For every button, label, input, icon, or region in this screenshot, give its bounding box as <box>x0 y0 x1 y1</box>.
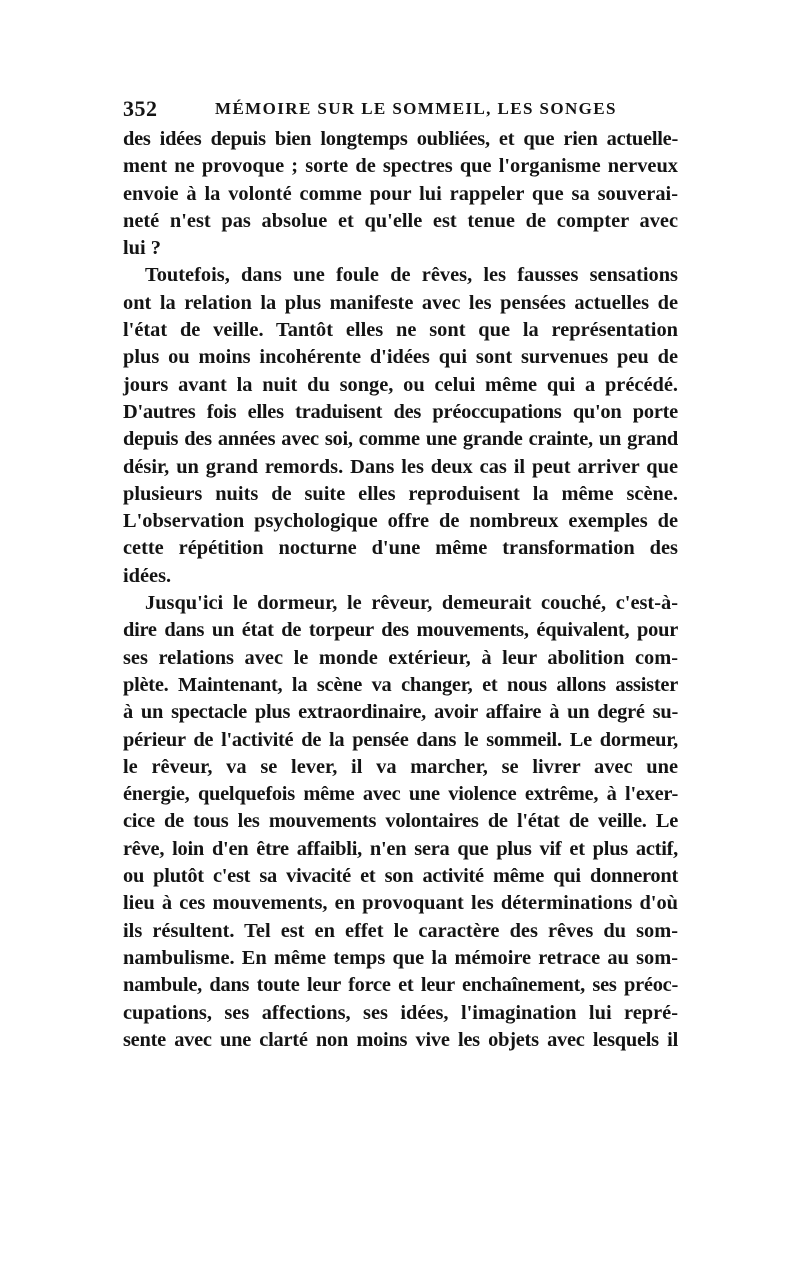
text-line: lieu à ces mouvements, en provoquant les déterminations d'où <box>123 892 678 915</box>
text-line: depuis des années avec soi, comme une grande crainte, un grand <box>123 428 678 451</box>
text-line: ont la relation la plus manifeste avec les pensées actuelles de <box>123 291 678 314</box>
body-text <box>123 126 678 1054</box>
text-line: plusieurs nuits de suite elles reproduisent la même scène. <box>123 482 678 505</box>
text-line: cette répétition nocturne d'une même transformation des <box>123 537 678 560</box>
text-line: périeur de l'activité de la pensée dans le sommeil. Le dormeur, <box>123 728 678 751</box>
text-line: nambule, dans toute leur force et leur enchaînement, ses préoc- <box>123 974 678 997</box>
text-line: ou plutôt c'est sa vivacité et son activité même qui donneront <box>123 865 678 888</box>
page-number: 352 <box>123 96 158 121</box>
text-line: envoie à la volonté comme pour lui rappeler que sa souverai- <box>123 182 678 205</box>
text-line: à un spectacle plus extraordinaire, avoir affaire à un degré su- <box>123 701 678 724</box>
text-line: des idées depuis bien longtemps oubliées, et que rien actuelle- <box>123 128 678 150</box>
text-line: le rêveur, va se lever, il va marcher, se livrer avec une <box>123 755 678 778</box>
running-title: MÉMOIRE SUR LE SOMMEIL, LES SONGES <box>215 99 617 118</box>
text-line: ils résultent. Tel est en effet le caractère des rêves du som- <box>123 919 678 942</box>
text-line: rêve, loin d'en être affaibli, n'en sera que plus vif et plus actif, <box>123 837 678 860</box>
running-head <box>123 96 678 122</box>
text-line: dire dans un état de torpeur des mouvements, équivalent, pour <box>123 619 678 642</box>
text-line: D'autres fois elles traduisent des préoccupations qu'on porte <box>123 400 678 423</box>
text-line: plus ou moins incohérente d'idées qui sont survenues peu de <box>123 346 678 369</box>
text-line: Jusqu'ici le dormeur, le rêveur, demeurait couché, c'est-à- <box>145 592 678 615</box>
text-line: lui ? <box>123 237 161 260</box>
text-line: plète. Maintenant, la scène va changer, et nous allons assister <box>123 673 678 696</box>
text-line: désir, un grand remords. Dans les deux cas il peut arriver que <box>123 455 678 478</box>
text-line: ment ne provoque ; sorte de spectres que l'organisme nerveux <box>123 155 678 178</box>
text-line: ses relations avec le monde extérieur, à leur abolition com- <box>123 646 678 669</box>
text-line: Toutefois, dans une foule de rêves, les fausses sensations <box>145 264 678 287</box>
text-line: jours avant la nuit du songe, ou celui même qui a précédé. <box>123 373 678 396</box>
text-line: idées. <box>123 564 172 587</box>
text-line: neté n'est pas absolue et qu'elle est tenue de compter avec <box>123 209 678 232</box>
text-line: cice de tous les mouvements volontaires de l'état de veille. Le <box>123 810 678 833</box>
text-line: sente avec une clarté non moins vive les objets avec lesquels il <box>123 1028 678 1051</box>
text-line: L'observation psychologique offre de nombreux exemples de <box>123 510 678 533</box>
text-line: énergie, quelquefois même avec une violence extrême, à l'exer- <box>123 783 678 806</box>
text-line: nambulisme. En même temps que la mémoire retrace au som- <box>123 946 678 969</box>
text-line: cupations, ses affections, ses idées, l'imagination lui repré- <box>123 1001 678 1024</box>
text-line: l'état de veille. Tantôt elles ne sont que la représentation <box>123 319 678 342</box>
